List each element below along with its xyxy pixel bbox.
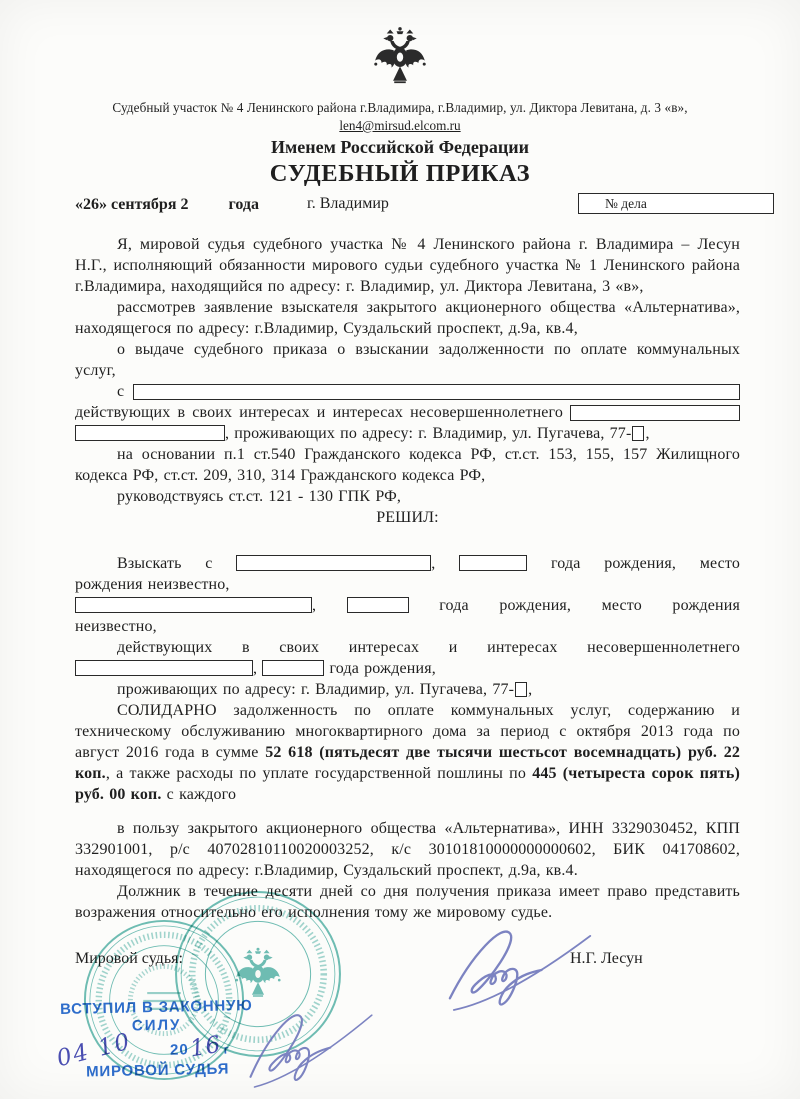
in-name-of-line: Именем Российской Федерации [270,137,530,157]
stamp-year [169,1031,230,1062]
stamp-line-4: МИРОВОЙ СУДЬЯ [85,1060,230,1081]
handwritten-date: 04 10 [54,1028,135,1073]
year-printed: 20 [169,1040,189,1059]
with-prefix: с [117,383,125,400]
ruling-line-3 [75,595,740,616]
judge-label: Мировой судья: [75,950,183,967]
paragraph-debtor-rights: Должник в течение десяти дней со дня получения приказа имеет право представить возражения относительно его исполнения тому же мировому судье. [75,883,740,921]
paragraph-judge-intro: Я, мировой судья судебного участка № 4 Ленинского района г. Владимира – Лесун Н.Г., исполняющий обязанности мирового судьи судебного участка № 1 Ленинского района г.Владимира, находящийся по адресу: г. Владимир, ул. Диктора Левитана, 3 «в», [75,236,740,295]
paragraph-guided-by: руководствуясь ст.ст. 121 - 130 ГПК РФ, [117,488,402,505]
judge-signature [446,916,641,1024]
comma: , [645,425,650,442]
debtor-redacted-line [75,381,740,402]
redaction-box [347,597,409,613]
acting-text: действующих в своих интересах и интересах несовершеннолетнего [117,639,740,656]
date-suffix: года [228,196,259,213]
document-body [75,234,740,923]
email-text: len4@mirsud.elcom.ru [339,118,461,133]
birthplace-unknown-text: рождения неизвестно, [75,576,230,593]
comma: , [431,555,460,572]
comma: , [312,597,347,614]
paragraph-solidary-debt [75,700,740,805]
document-date [75,195,259,214]
year-suffix: г [223,1041,230,1057]
comma: , [253,660,263,677]
redacted-year-box [188,195,228,209]
residing-line [75,423,740,444]
redaction-box [75,425,225,441]
paragraph-subject: о выдаче судебного приказа о взыскании задолженности по оплате коммунальных услуг, [75,341,740,379]
ruling-line-7 [75,679,740,700]
acting-interests-line [75,402,740,423]
ruling-line-1 [75,553,740,574]
dateline [75,193,757,217]
case-number-box [578,193,774,214]
residing-text: , проживающих по адресу: г. Владимир, ул. Пугачева, 77- [225,425,632,442]
redaction-box [75,660,253,676]
fee-text: , а также расходы по уплате государственной пошлины по [105,765,533,782]
spacer [75,805,740,818]
ruling-line-4 [75,616,740,637]
birth-text: года рождения, место [527,555,740,572]
paragraph-claimant: рассмотрев заявление взыскателя закрытого акционерного общества «Альтернатива», находящегося по адресу: г.Владимир, Суздальский проспект, д.9а, кв.4, [75,299,740,337]
redaction-box [459,555,527,571]
paragraph-legal-basis: на основании п.1 ст.540 Гражданского кодекса РФ, ст.ст. 153, 155, 157 Жилищного кодекса РФ, ст.ст. 209, 310, 314 Гражданского кодекса РФ, [75,446,740,484]
residing-text: проживающих по адресу: г. Владимир, ул. Пугачева, 77- [117,681,515,698]
comma: , [528,681,533,698]
debt-text: СОЛИДАРНО задолженность по оплате коммунальных услуг, содержанию и техническому обслуживанию многоквартирного дома за период с октября 2013 года по август 2016 года в сумме [75,702,740,761]
redaction-box [236,555,431,571]
resolved-heading: РЕШИЛ: [376,509,439,526]
city-label: г. Владимир [307,195,389,212]
redaction-box [570,405,740,421]
paragraph-in-favor: в пользу закрытого акционерного общества «Альтернатива», ИНН 3329030452, КПП 332901001, р/с 40702810110020003252, к/с 30101810000000000602, БИК 041708602, находящегося по адресу: г.Владимир, Суздальский проспект, д.9а, кв.4. [75,820,740,879]
unknown-text: неизвестно, [75,618,157,635]
redacted-apartment-box [515,682,527,697]
stamp-line-1: ВСТУПИЛ В ЗАКОННУЮ [59,996,253,1019]
birth-text: года рождения, [324,660,436,677]
birth-text: года рождения, место рождения [408,597,740,614]
case-number-label: № дела [605,196,647,211]
header [0,0,800,91]
stamp-line-2: СИЛУ [131,1016,182,1035]
collect-prefix: Взыскать с [117,555,237,572]
redaction-box [133,384,740,400]
ruling-line-2 [75,574,740,595]
ruling-line-5 [75,637,740,658]
document-title: СУДЕБНЫЙ ПРИКАЗ [269,160,531,187]
judge-name: Н.Г. Лесун [570,950,643,967]
spacer [75,528,740,553]
court-address-line: Судебный участок № 4 Ленинского района г.Владимира, г.Владимир, ул. Диктора Левитана, д. 3 «в», [112,100,688,115]
date-prefix: «26» сентября 2 [75,196,189,213]
coat-of-arms-icon [371,26,429,86]
legal-force-stamp [49,997,265,1082]
judge-signature [236,995,429,1099]
acting-text: действующих в своих интересах и интересах несовершеннолетнего [75,404,563,421]
redaction-box [75,597,312,613]
signature-block [75,950,757,968]
debt-amount: 52 618 (пятьдесят две тысячи шестьсот восемнадцать) руб. 22 коп. [75,744,740,782]
handwritten-year: 16 [187,1031,223,1062]
ruling-line-6 [75,658,740,679]
each-text: с каждого [161,786,237,803]
redacted-apartment-box [632,426,644,441]
fee-amount: 445 (четыреста сорок пять) руб. 00 коп. [75,765,740,803]
court-email-line [0,118,800,134]
redaction-box [262,660,324,676]
